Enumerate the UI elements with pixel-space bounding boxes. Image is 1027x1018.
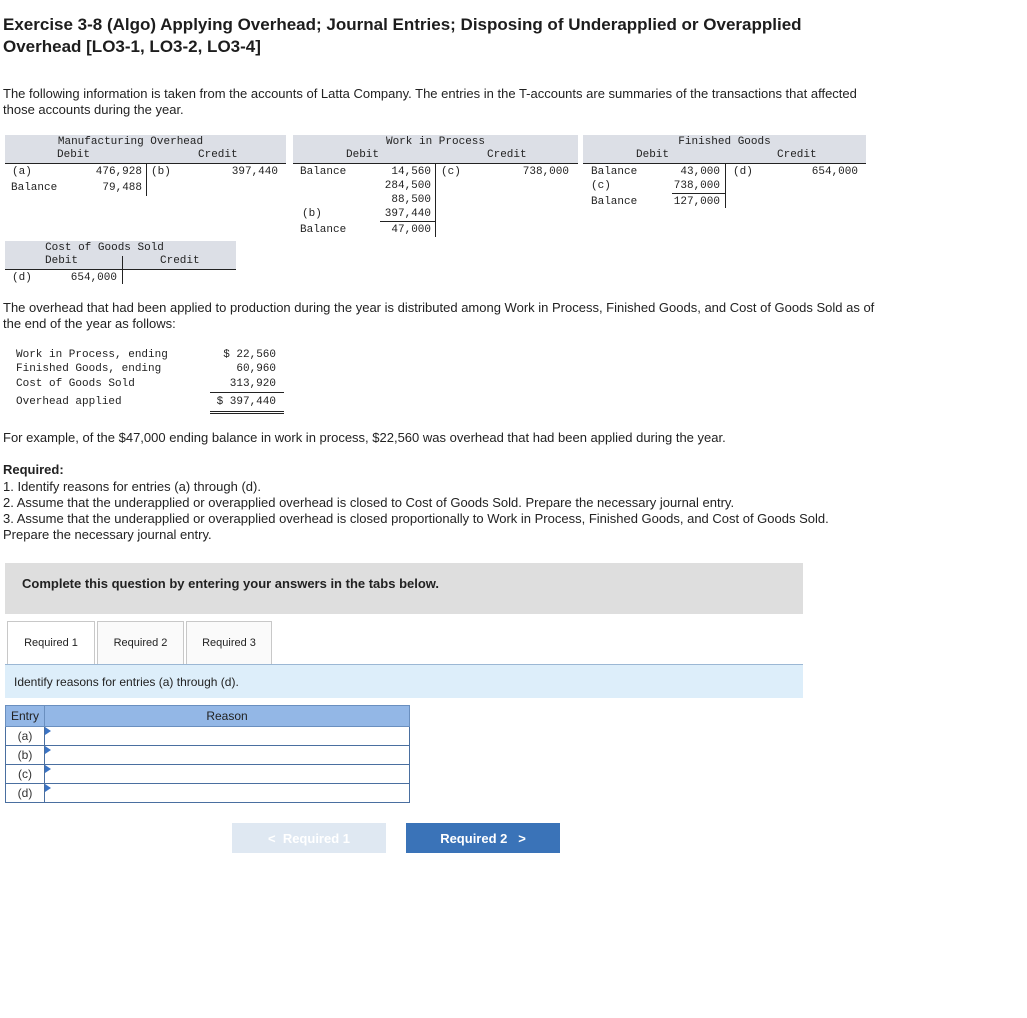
distribution-value: 60,960 [236,363,276,375]
debit-amount: 43,000 [680,166,720,178]
debit-amount: 738,000 [673,180,720,192]
entry-label: (b) [302,208,322,220]
entry-label: Balance [591,166,638,178]
prev-button-label: Required 1 [282,831,350,846]
input-marker-icon [45,765,51,773]
reason-input-d[interactable] [45,784,409,802]
t-account-title: Finished Goods [678,136,771,148]
entry-label: (d) [12,272,32,284]
entry-label: (d) [733,166,753,178]
debit-amount: 14,560 [391,166,431,178]
distribution-value: 313,920 [229,378,276,390]
debit-amount: 47,000 [391,224,431,236]
requirement-2: 2. Assume that the underapplied or overapplied overhead is closed to Cost of Goods Sold. Prepare the necessary journal entry. [3,495,735,510]
input-marker-icon [45,727,51,735]
prev-required-button[interactable] [232,823,386,853]
t-account-title: Work in Process [385,136,486,148]
page-title: Exercise 3-8 (Algo) Applying Overhead; Journal Entries; Disposing of Underapplied or Overapplied Overhead [LO3-1, LO3-2, LO3-4] [3,15,802,56]
debit-amount: 127,000 [673,196,720,208]
reason-input-cell [45,746,410,765]
t-account-title: Manufacturing Overhead [57,136,204,148]
input-marker-icon [45,784,51,792]
intro-text: The following information is taken from the accounts of Latta Company. The entries in the T-accounts are summaries of the transactions that affected those accounts during the year. [3,86,857,117]
entry-label: Balance [300,166,347,178]
debit-header: Debit [636,149,670,161]
instruction-banner [5,563,803,614]
next-button-label: Required 2 [440,831,508,846]
credit-header: Credit [487,149,527,161]
credit-amount: 738,000 [522,166,569,178]
debit-amount: 88,500 [391,194,431,206]
distribution-label: Work in Process, ending [16,349,168,361]
table-row [6,784,410,803]
table-row [6,765,410,784]
reason-input-cell [45,727,410,746]
chevron-right-icon: > [518,831,526,846]
credit-amount: 397,440 [231,166,278,178]
debit-header: Debit [45,255,79,267]
reason-input-c[interactable] [45,765,409,783]
reason-input-cell [45,784,410,803]
reason-input-a[interactable] [45,727,409,745]
distribution-value: $ 397,440 [216,396,276,408]
entry-label: (c) [591,180,611,192]
table-row [6,746,410,765]
entry-label: Balance [591,196,638,208]
debit-header: Debit [57,149,91,161]
credit-header: Credit [160,255,200,267]
entry-label: (a) [12,166,32,178]
reason-column-header: Reason [45,706,410,727]
tab-required-3[interactable]: Required 3 [186,621,272,665]
tab-instruction: Identify reasons for entries (a) through (d). [14,675,239,689]
distribution-value: $ 22,560 [223,349,276,361]
entry-label: (a) [6,727,45,746]
debit-amount: 79,488 [102,182,142,194]
banner-text: Complete this question by entering your answers in the tabs below. [22,576,440,591]
debit-amount: 476,928 [95,166,142,178]
example-text: For example, of the $47,000 ending balance in work in process, $22,560 was overhead that had been applied during the year. [3,430,726,445]
debit-header: Debit [346,149,380,161]
debit-amount: 397,440 [384,208,431,220]
debit-amount: 284,500 [384,180,431,192]
distribution-label: Cost of Goods Sold [16,378,135,390]
reason-input-cell [45,765,410,784]
entry-label: (b) [151,166,171,178]
credit-header: Credit [198,149,238,161]
entry-column-header: Entry [6,706,45,727]
reason-input-b[interactable] [45,746,409,764]
credit-header: Credit [777,149,817,161]
entry-label: (d) [6,784,45,803]
entry-label: Balance [300,224,347,236]
entry-label: (c) [441,166,461,178]
required-heading: Required: [3,462,64,477]
chevron-left-icon: < [267,831,276,846]
entry-label: Balance [11,182,58,194]
t-account-title: Cost of Goods Sold [45,242,164,254]
credit-amount: 654,000 [811,166,858,178]
input-marker-icon [45,746,51,754]
tab-required-1[interactable]: Required 1 [7,621,95,665]
next-required-button[interactable] [406,823,560,853]
requirement-1: 1. Identify reasons for entries (a) through (d). [3,479,261,494]
distribution-label: Finished Goods, ending [16,363,162,375]
tab-instruction-panel [5,665,803,698]
entry-reason-table [5,705,410,803]
requirement-3: 3. Assume that the underapplied or overapplied overhead is closed proportionally to Work in Process, Finished Goods, and Cost of Goods Sold. Prepare the necessary journal entry. [3,511,829,542]
entry-label: (b) [6,746,45,765]
debit-amount: 654,000 [70,272,117,284]
entry-label: (c) [6,765,45,784]
distribution-label: Overhead applied [16,396,122,408]
table-row [6,727,410,746]
tab-required-2[interactable]: Required 2 [97,621,184,665]
distribution-text: The overhead that had been applied to production during the year is distributed among Work in Process, Finished Goods, and Cost of Goods Sold as of the end of the year as follows: [3,300,875,331]
